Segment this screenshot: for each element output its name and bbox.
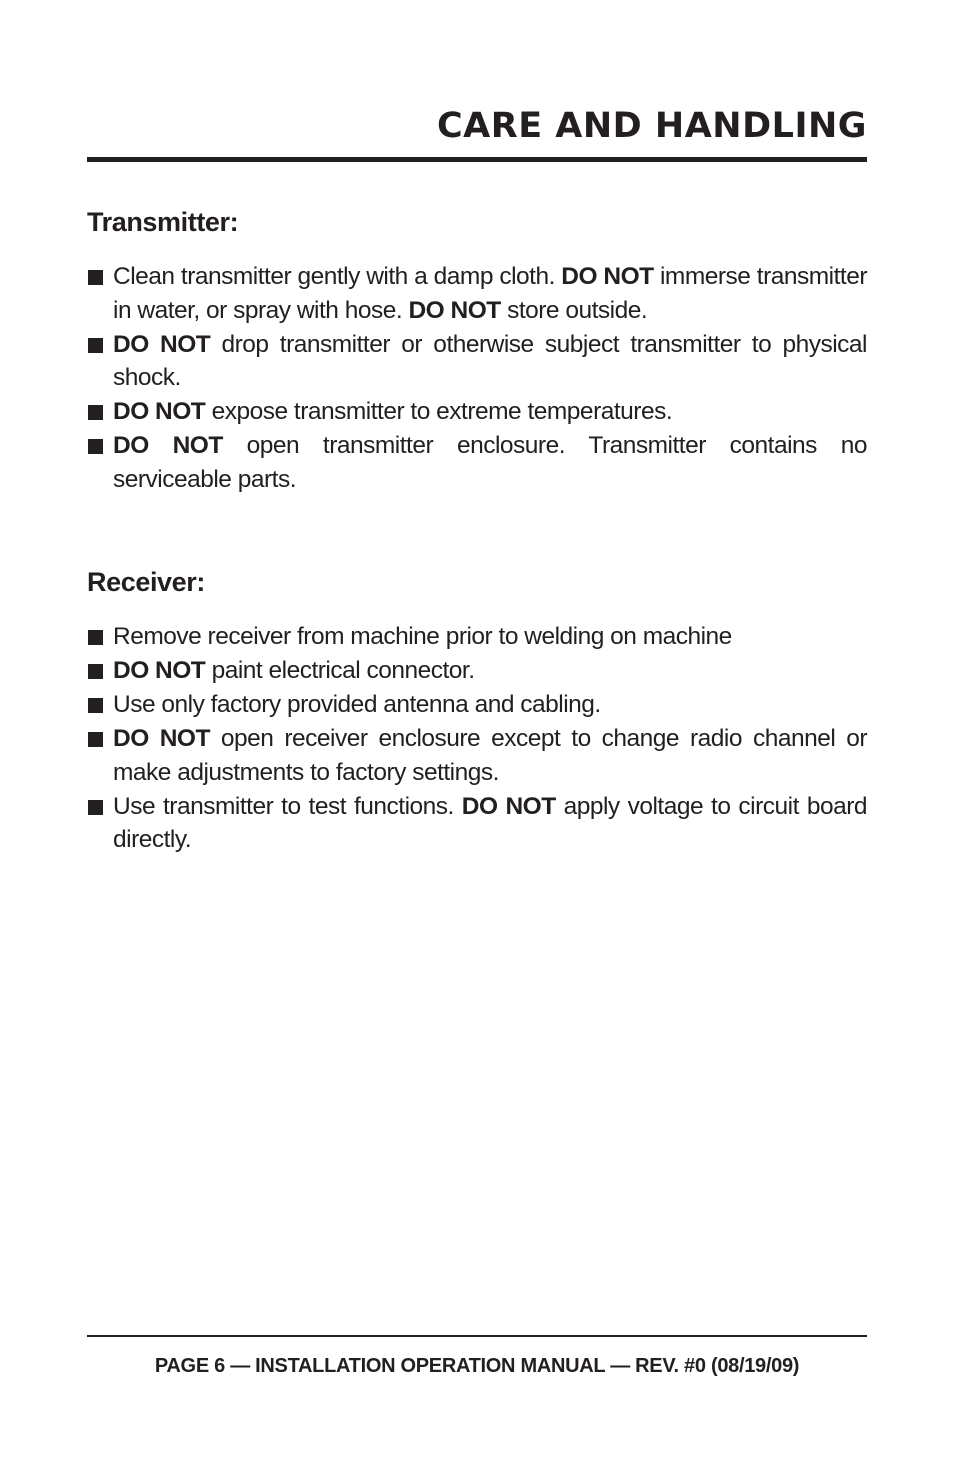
list-item [87,429,867,496]
square-bullet-icon [88,405,103,420]
list-item [87,688,867,722]
item-text: Remove receiver from machine prior to welding on machine [113,623,732,650]
item-text: Use only factory provided antenna and cabling. [113,691,601,718]
warning-emphasis: DO NOT [461,792,556,820]
item-text: paint electrical connector. [205,657,475,684]
item-text: store outside. [500,296,648,324]
page-footer: PAGE 6 — INSTALLATION OPERATION MANUAL — REV. #0 (08/19/09) [154,1355,800,1377]
item-text: expose transmitter to extreme temperatures. [205,398,673,425]
warning-emphasis: DO NOT [113,725,210,752]
square-bullet-icon [88,439,103,454]
item-text: open transmitter enclosure. Transmitter contains no serviceable parts. [113,432,867,493]
transmitter-heading: Transmitter: [87,207,239,237]
list-item [87,328,867,395]
list-item [87,395,867,429]
item-text: open receiver enclosure except to change radio channel or make adjustments to factory settings. [113,725,868,786]
receiver-heading: Receiver: [87,567,205,597]
list-item [87,790,867,857]
list-item [87,654,867,688]
warning-emphasis: DO NOT [561,263,654,290]
footer-divider [87,1335,867,1337]
item-text: drop transmitter or otherwise subject transmitter to physical shock. [113,330,867,391]
warning-emphasis: DO NOT [113,432,223,459]
title-divider [87,157,867,162]
receiver-list [87,620,867,857]
transmitter-list [87,260,867,496]
warning-emphasis: DO NOT [408,296,501,324]
list-item [87,722,867,789]
square-bullet-icon [88,664,103,679]
square-bullet-icon [88,338,103,353]
item-text: apply voltage to circuit board directly. [113,792,867,853]
list-item [87,620,867,654]
transmitter-section [87,206,867,497]
page-title: CARE AND HANDLING [436,106,867,146]
warning-emphasis: DO NOT [113,398,206,425]
receiver-section [87,566,867,857]
square-bullet-icon [88,732,103,747]
item-text: Use transmitter to test functions. [113,792,462,820]
list-item [87,260,867,327]
item-text: Clean transmitter gently with a damp cloth. [113,263,562,290]
item-text: immerse transmitter in water, or spray with hose. [113,263,867,324]
square-bullet-icon [88,270,103,285]
warning-emphasis: DO NOT [113,330,211,358]
square-bullet-icon [88,698,103,713]
warning-emphasis: DO NOT [113,657,206,684]
square-bullet-icon [88,630,103,645]
square-bullet-icon [88,800,103,815]
